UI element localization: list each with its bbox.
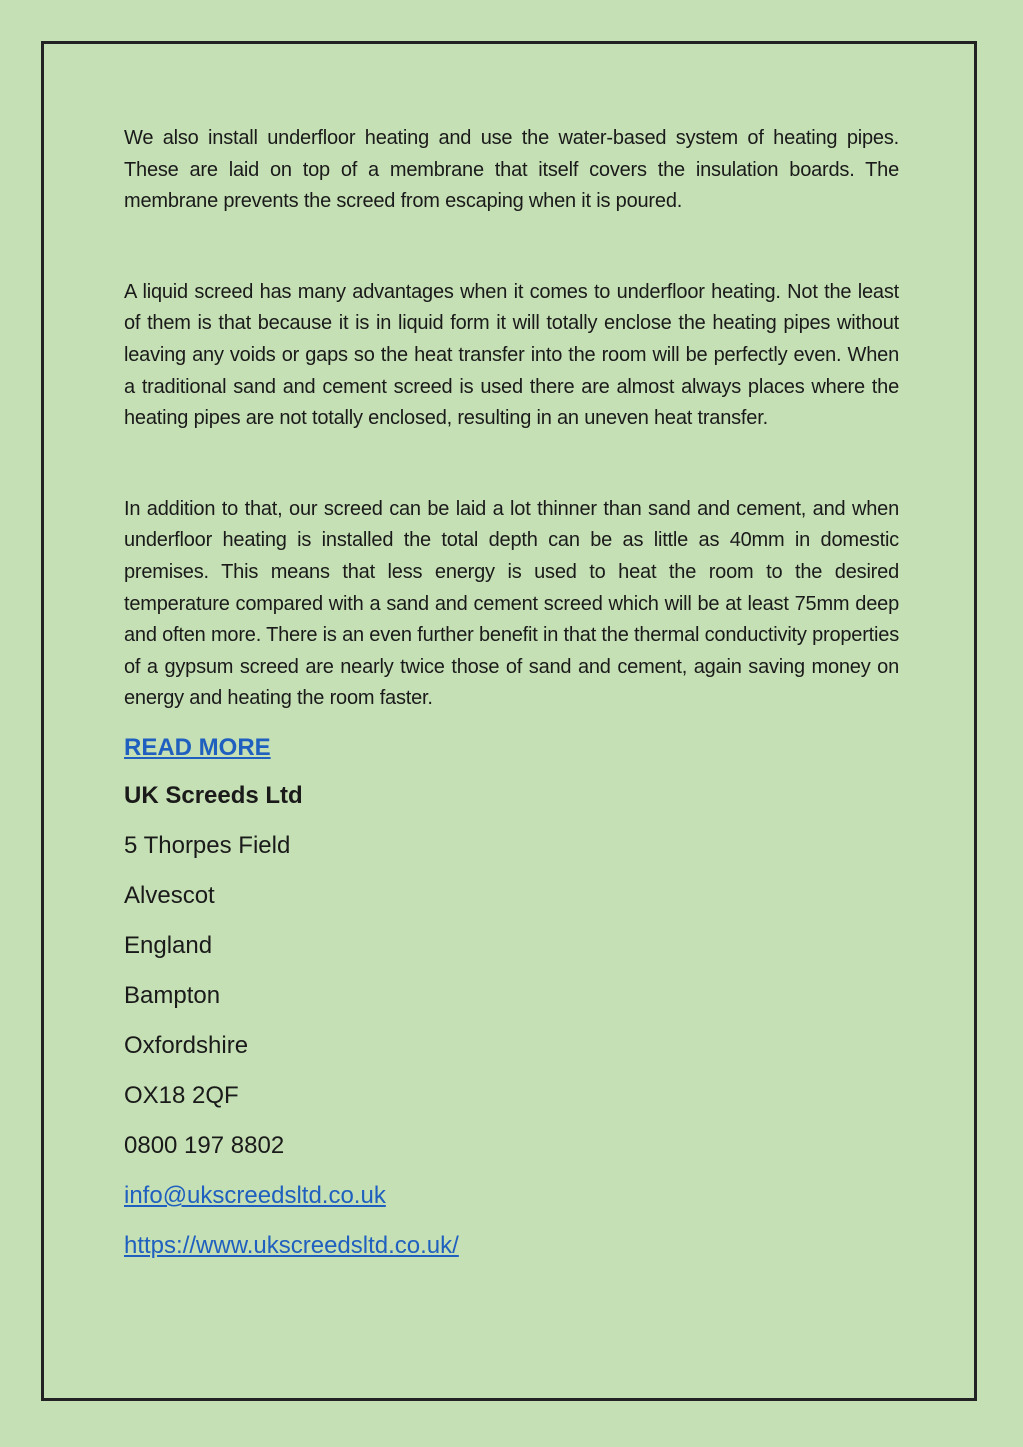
address-country: England xyxy=(124,931,213,959)
phone-number: 0800 197 8802 xyxy=(124,1131,285,1159)
paragraph-liquid-screed-advantages: A liquid screed has many advantages when it comes to underfloor heating. Not the least of them is that because it is in liquid form it will totally enclose the heating pipes without leaving any voids or gaps so the heat transfer into the room will be perfectly even. When a traditional sand and cement screed is used there are almost always places where the heating pipes are not totally enclosed, resulting in an uneven heat transfer. xyxy=(124,280,899,430)
address-town: Bampton xyxy=(124,981,221,1009)
document-content xyxy=(124,123,899,1263)
address-postcode: OX18 2QF xyxy=(124,1081,239,1109)
company-name: UK Screeds Ltd xyxy=(124,781,303,809)
email-link[interactable]: info@ukscreedsltd.co.uk xyxy=(124,1181,386,1209)
address-county: Oxfordshire xyxy=(124,1031,249,1059)
paragraph-underfloor-heating: We also install underfloor heating and use the water-based system of heating pipes. These are laid on top of a membrane that itself covers the insulation boards. The membrane prevents the screed from escaping when it is poured. xyxy=(124,127,899,213)
website-link[interactable]: https://www.ukscreedsltd.co.uk/ xyxy=(124,1231,459,1259)
address-street: 5 Thorpes Field xyxy=(124,831,291,859)
read-more-link[interactable]: READ MORE xyxy=(124,733,271,761)
address-village: Alvescot xyxy=(124,881,215,909)
paragraph-thinner-screed: In addition to that, our screed can be laid a lot thinner than sand and cement, and when underfloor heating is installed the total depth can be as little as 40mm in domestic premises. This means that less energy is used to heat the room to the desired temperature compared with a sand and cement screed which will be at least 75mm deep and often more. There is an even further benefit in that the thermal conductivity properties of a gypsum screed are nearly twice those of sand and cement, again saving money on energy and heating the room faster. xyxy=(124,497,900,710)
